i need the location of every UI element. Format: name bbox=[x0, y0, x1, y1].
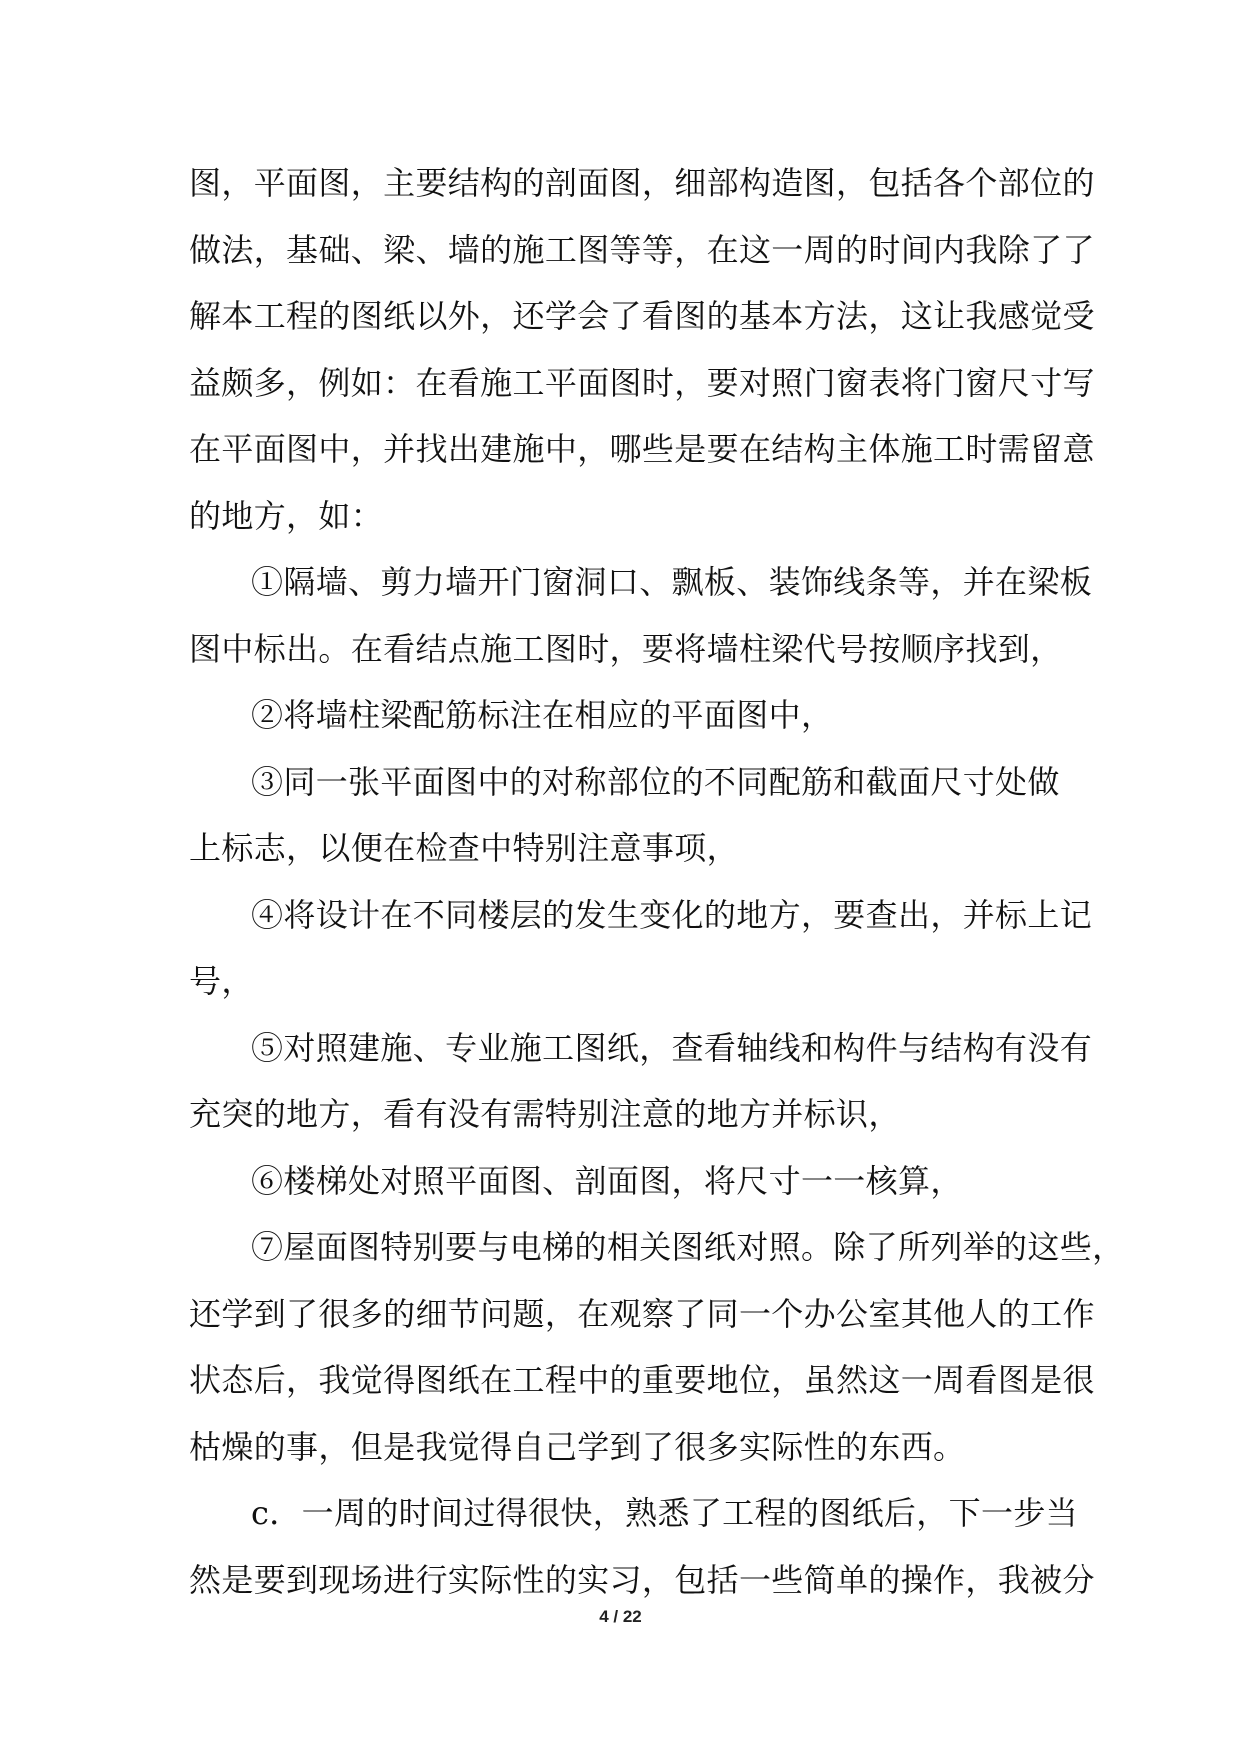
text-line: ③同一张平面图中的对称部位的不同配筋和截面尺寸处做 bbox=[251, 762, 1060, 801]
text-line: 在平面图中，并找出建施中，哪些是要在结构主体施工时需留意 bbox=[189, 430, 1095, 468]
page-number: 4 / 22 bbox=[599, 1607, 642, 1626]
text-line: ⑤对照建施、专业施工图纸，查看轴线和构件与结构有没有 bbox=[251, 1028, 1093, 1067]
text-line: 的地方，如： bbox=[189, 496, 384, 535]
text-line: 然是要到现场进行实际性的实习，包括一些简单的操作，我被分 bbox=[189, 1560, 1095, 1599]
text-line: 益颇多，例如：在看施工平面图时，要对照门窗表将门窗尺寸写 bbox=[189, 363, 1095, 402]
text-line: ①隔墙、剪力墙开门窗洞口、飘板、装饰线条等，并在梁板 bbox=[251, 563, 1093, 601]
text-line: c．一周的时间过得很快，熟悉了工程的图纸后，下一步当 bbox=[251, 1494, 1079, 1532]
text-line: ④将设计在不同楼层的发生变化的地方，要查出，并标上记 bbox=[251, 895, 1093, 934]
text-line: ②将墙柱梁配筋标注在相应的平面图中， bbox=[251, 696, 834, 734]
text-line: 图中标出。在看结点施工图时，要将墙柱梁代号按顺序找到， bbox=[189, 629, 1063, 668]
text-line: ⑦屋面图特别要与电梯的相关图纸对照。除了所列举的这些， bbox=[251, 1228, 1125, 1266]
text-line: 解本工程的图纸以外，还学会了看图的基本方法，这让我感觉受 bbox=[189, 297, 1095, 335]
text-line: 状态后，我觉得图纸在工程中的重要地位，虽然这一周看图是很 bbox=[189, 1361, 1095, 1399]
body-text bbox=[189, 150, 1125, 1613]
text-line: ⑥楼梯处对照平面图、剖面图，将尺寸一一核算， bbox=[251, 1161, 963, 1200]
text-line: 号， bbox=[189, 962, 254, 1000]
text-line: 做法，基础、梁、墙的施工图等等，在这一周的时间内我除了了 bbox=[189, 230, 1095, 269]
text-line: 枯燥的事，但是我觉得自己学到了很多实际性的东西。 bbox=[189, 1427, 966, 1466]
text-line: 充突的地方，看有没有需特别注意的地方并标识， bbox=[189, 1095, 901, 1133]
text-line: 还学到了很多的细节问题，在观察了同一个办公室其他人的工作 bbox=[189, 1294, 1095, 1333]
text-line: 上标志，以便在检查中特别注意事项， bbox=[189, 829, 739, 867]
text-line: 图，平面图，主要结构的剖面图，细部构造图，包括各个部位的 bbox=[189, 164, 1095, 202]
